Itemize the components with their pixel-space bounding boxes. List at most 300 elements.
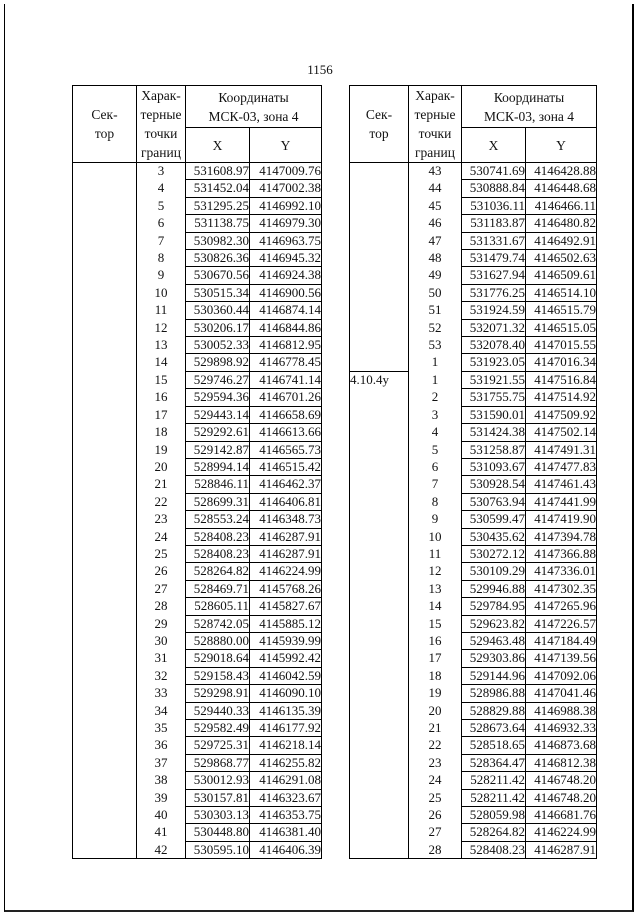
y-coordinate-cell: 4146812.95 [250,337,322,354]
y-coordinate-cell: 4146135.39 [250,702,322,719]
point-cell: 3 [409,406,462,423]
x-coordinate-cell: 529623.82 [462,615,526,632]
point-cell: 39 [137,789,186,806]
point-cell: 20 [137,458,186,475]
sector-cell [350,754,409,771]
y-coordinate-cell: 4147514.92 [526,389,597,406]
x-coordinate-cell: 528211.42 [462,789,526,806]
table-row [73,528,322,545]
sector-cell [350,667,409,684]
y-coordinate-cell: 4146287.91 [250,528,322,545]
x-coordinate-cell: 530157.81 [186,789,250,806]
x-coordinate-cell: 531036.11 [462,197,526,214]
y-coordinate-cell: 4146502.63 [526,250,597,267]
table-row [350,476,597,493]
sector-cell [350,598,409,615]
y-coordinate-cell: 4146613.66 [250,424,322,441]
table-row [73,389,322,406]
sector-cell [350,250,409,267]
y-coordinate-cell: 4147366.88 [526,545,597,562]
y-coordinate-cell: 4147139.56 [526,650,597,667]
y-coordinate-cell: 4147477.83 [526,458,597,475]
x-coordinate-cell: 530012.93 [186,772,250,789]
x-coordinate-cell: 529142.87 [186,441,250,458]
x-coordinate-cell: 528605.11 [186,598,250,615]
point-cell: 46 [409,215,462,232]
header-points: Харак- терные точки границ [137,86,186,163]
point-cell: 20 [409,702,462,719]
sector-cell [73,789,137,806]
sector-cell [73,702,137,719]
point-cell: 29 [137,615,186,632]
sector-cell [73,215,137,232]
sector-cell [350,389,409,406]
sector-cell [73,650,137,667]
x-coordinate-cell: 530515.34 [186,284,250,301]
table-row [350,545,597,562]
y-coordinate-cell: 4146812.38 [526,754,597,771]
table-row [350,598,597,615]
sector-cell [350,737,409,754]
y-coordinate-cell: 4147516.84 [526,371,597,388]
point-cell: 28 [137,598,186,615]
y-coordinate-cell: 4146348.73 [250,511,322,528]
table-row [350,580,597,597]
point-cell: 44 [409,180,462,197]
table-row [350,180,597,197]
table-row [350,720,597,737]
point-cell: 12 [137,319,186,336]
table-row [73,424,322,441]
x-coordinate-cell: 529898.92 [186,354,250,371]
table-row [350,702,597,719]
sector-cell [350,319,409,336]
x-coordinate-cell: 528829.88 [462,702,526,719]
y-coordinate-cell: 4147092.06 [526,667,597,684]
y-coordinate-cell: 4146515.79 [526,302,597,319]
header-y: Y [250,128,322,163]
y-coordinate-cell: 4146406.81 [250,493,322,510]
sector-cell [73,807,137,824]
point-cell: 14 [409,598,462,615]
point-cell: 15 [137,371,186,388]
y-coordinate-cell: 4146515.05 [526,319,597,336]
table-row [350,615,597,632]
point-cell: 21 [409,720,462,737]
sector-cell [73,180,137,197]
x-coordinate-cell: 531331.67 [462,232,526,249]
point-cell: 32 [137,667,186,684]
x-coordinate-cell: 529440.33 [186,702,250,719]
sector-cell [73,163,137,180]
point-cell: 6 [137,215,186,232]
x-coordinate-cell: 528364.47 [462,754,526,771]
table-row [350,493,597,510]
x-coordinate-cell: 529784.95 [462,598,526,615]
x-coordinate-cell: 529303.86 [462,650,526,667]
point-cell: 31 [137,650,186,667]
sector-cell [350,354,409,371]
y-coordinate-cell: 4146323.67 [250,789,322,806]
sector-cell [350,615,409,632]
table-row [350,754,597,771]
sector-cell [73,754,137,771]
y-coordinate-cell: 4147009.76 [250,163,322,180]
sector-cell [73,284,137,301]
point-cell: 19 [137,441,186,458]
sector-cell [350,197,409,214]
x-coordinate-cell: 531424.38 [462,424,526,441]
y-coordinate-cell: 4147419.90 [526,511,597,528]
sector-cell [350,511,409,528]
header-y: Y [526,128,597,163]
table-row [73,632,322,649]
point-cell: 5 [137,197,186,214]
table-row [350,389,597,406]
point-cell: 9 [137,267,186,284]
y-coordinate-cell: 4146353.75 [250,807,322,824]
point-cell: 25 [409,789,462,806]
x-coordinate-cell: 531924.59 [462,302,526,319]
sector-cell [350,180,409,197]
point-cell: 52 [409,319,462,336]
y-coordinate-cell: 4147015.55 [526,337,597,354]
point-cell: 40 [137,807,186,824]
table-row [73,215,322,232]
y-coordinate-cell: 4146778.45 [250,354,322,371]
sector-cell [350,232,409,249]
x-coordinate-cell: 530448.80 [186,824,250,841]
y-coordinate-cell: 4147502.14 [526,424,597,441]
point-cell: 12 [409,563,462,580]
y-coordinate-cell: 4146748.20 [526,789,597,806]
point-cell: 23 [409,754,462,771]
y-coordinate-cell: 4146514.10 [526,284,597,301]
x-coordinate-cell: 530360.44 [186,302,250,319]
point-cell: 2 [409,389,462,406]
point-cell: 16 [409,632,462,649]
table-row [73,180,322,197]
sector-cell [73,824,137,841]
y-coordinate-cell: 4146701.26 [250,389,322,406]
sector-cell [350,545,409,562]
sector-cell [73,337,137,354]
y-coordinate-cell: 4146963.75 [250,232,322,249]
x-coordinate-cell: 531295.25 [186,197,250,214]
table-row [73,441,322,458]
x-coordinate-cell: 529746.27 [186,371,250,388]
y-coordinate-cell: 4146681.76 [526,807,597,824]
point-cell: 25 [137,545,186,562]
sector-cell [73,458,137,475]
sector-cell [350,632,409,649]
point-cell: 9 [409,511,462,528]
table-row [73,371,322,388]
sector-cell [73,615,137,632]
y-coordinate-cell: 4147491.31 [526,441,597,458]
sector-cell [350,789,409,806]
point-cell: 7 [409,476,462,493]
table-row [73,511,322,528]
x-coordinate-cell: 528264.82 [462,824,526,841]
sector-cell [73,563,137,580]
table-row [350,458,597,475]
table-row [350,424,597,441]
point-cell: 11 [137,302,186,319]
point-cell: 27 [137,580,186,597]
sector-cell [73,667,137,684]
x-coordinate-cell: 528994.14 [186,458,250,475]
x-coordinate-cell: 528469.71 [186,580,250,597]
sector-cell [350,563,409,580]
x-coordinate-cell: 532071.32 [462,319,526,336]
sector-cell [73,545,137,562]
point-cell: 30 [137,632,186,649]
x-coordinate-cell: 529725.31 [186,737,250,754]
y-coordinate-cell: 4146992.10 [250,197,322,214]
table-row [73,197,322,214]
point-cell: 17 [137,406,186,423]
y-coordinate-cell: 4146218.14 [250,737,322,754]
point-cell: 33 [137,685,186,702]
y-coordinate-cell: 4146988.38 [526,702,597,719]
point-cell: 37 [137,754,186,771]
sector-cell [350,406,409,423]
header-x: X [462,128,526,163]
point-cell: 36 [137,737,186,754]
table-row [350,302,597,319]
point-cell: 10 [137,284,186,301]
x-coordinate-cell: 531093.67 [462,458,526,475]
sector-cell [73,197,137,214]
point-cell: 16 [137,389,186,406]
y-coordinate-cell: 4147394.78 [526,528,597,545]
table-row [350,319,597,336]
table-row [350,284,597,301]
x-coordinate-cell: 529868.77 [186,754,250,771]
sector-cell [73,528,137,545]
point-cell: 4 [409,424,462,441]
sector-cell [350,267,409,284]
point-cell: 35 [137,720,186,737]
y-coordinate-cell: 4147041.46 [526,685,597,702]
x-coordinate-cell: 528408.23 [462,841,526,858]
coordinates-table-right [349,85,597,859]
table-row [350,563,597,580]
table-row [73,319,322,336]
x-coordinate-cell: 530928.54 [462,476,526,493]
point-cell: 24 [137,528,186,545]
sector-cell [350,807,409,824]
point-cell: 13 [137,337,186,354]
table-row [73,650,322,667]
point-cell: 1 [409,354,462,371]
sector-cell [73,441,137,458]
table-row [350,163,597,180]
point-cell: 7 [137,232,186,249]
sector-cell [350,476,409,493]
y-coordinate-cell: 4146224.99 [526,824,597,841]
y-coordinate-cell: 4146492.91 [526,232,597,249]
table-row [350,667,597,684]
sector-cell [73,720,137,737]
point-cell: 11 [409,545,462,562]
y-coordinate-cell: 4146466.11 [526,197,597,214]
y-coordinate-cell: 4146748.20 [526,772,597,789]
header-sector: Сек- тор [73,86,137,163]
point-cell: 53 [409,337,462,354]
x-coordinate-cell: 528699.31 [186,493,250,510]
sector-cell [350,284,409,301]
table-row [73,163,322,180]
x-coordinate-cell: 528211.42 [462,772,526,789]
point-cell: 6 [409,458,462,475]
point-cell: 21 [137,476,186,493]
point-cell: 18 [137,424,186,441]
table-row [73,702,322,719]
table-row [350,841,597,858]
x-coordinate-cell: 530670.56 [186,267,250,284]
point-cell: 42 [137,841,186,858]
table-row [350,337,597,354]
x-coordinate-cell: 531921.55 [462,371,526,388]
table-row [73,545,322,562]
x-coordinate-cell: 530272.12 [462,545,526,562]
x-coordinate-cell: 528553.24 [186,511,250,528]
point-cell: 48 [409,250,462,267]
x-coordinate-cell: 530982.30 [186,232,250,249]
sector-cell [73,250,137,267]
header-x: X [186,128,250,163]
x-coordinate-cell: 530206.17 [186,319,250,336]
x-coordinate-cell: 531183.87 [462,215,526,232]
x-coordinate-cell: 531590.01 [462,406,526,423]
sector-cell [73,354,137,371]
y-coordinate-cell: 4147336.01 [526,563,597,580]
x-coordinate-cell: 528986.88 [462,685,526,702]
table-row [350,650,597,667]
point-cell: 34 [137,702,186,719]
x-coordinate-cell: 532078.40 [462,337,526,354]
sector-cell [350,337,409,354]
sector-cell [73,406,137,423]
x-coordinate-cell: 530052.33 [186,337,250,354]
x-coordinate-cell: 531627.94 [462,267,526,284]
y-coordinate-cell: 4146900.56 [250,284,322,301]
table-row [73,824,322,841]
y-coordinate-cell: 4146658.69 [250,406,322,423]
sector-cell [350,215,409,232]
y-coordinate-cell: 4147002.38 [250,180,322,197]
sector-cell [73,232,137,249]
sector-cell [73,841,137,858]
x-coordinate-cell: 530435.62 [462,528,526,545]
sector-cell [350,702,409,719]
y-coordinate-cell: 4147441.99 [526,493,597,510]
sector-cell [73,685,137,702]
x-coordinate-cell: 529463.48 [462,632,526,649]
y-coordinate-cell: 4147184.49 [526,632,597,649]
table-row [350,250,597,267]
point-cell: 8 [137,250,186,267]
table-row [350,441,597,458]
y-coordinate-cell: 4147226.57 [526,615,597,632]
sector-cell [73,319,137,336]
table-row [73,337,322,354]
y-coordinate-cell: 4145939.99 [250,632,322,649]
y-coordinate-cell: 4146287.91 [250,545,322,562]
sector-cell [350,580,409,597]
table-row [73,667,322,684]
point-cell: 26 [137,563,186,580]
sector-cell [73,476,137,493]
x-coordinate-cell: 531479.74 [462,250,526,267]
y-coordinate-cell: 4147509.92 [526,406,597,423]
table-row [73,580,322,597]
point-cell: 17 [409,650,462,667]
point-cell: 22 [137,493,186,510]
page-number: 1156 [307,62,333,77]
sector-cell [73,371,137,388]
x-coordinate-cell: 530599.47 [462,511,526,528]
table-row [73,232,322,249]
sector-cell [73,267,137,284]
table-row [350,685,597,702]
sector-cell [350,841,409,858]
y-coordinate-cell: 4146462.37 [250,476,322,493]
table-row [73,563,322,580]
x-coordinate-cell: 528408.23 [186,528,250,545]
table-row [73,476,322,493]
x-coordinate-cell: 530888.84 [462,180,526,197]
table-row [350,528,597,545]
y-coordinate-cell: 4146287.91 [526,841,597,858]
point-cell: 22 [409,737,462,754]
sector-cell: 4.10.4у [350,371,409,388]
x-coordinate-cell: 529582.49 [186,720,250,737]
table-row [73,685,322,702]
point-cell: 4 [137,180,186,197]
table-row [73,772,322,789]
sector-cell [350,458,409,475]
x-coordinate-cell: 531776.25 [462,284,526,301]
point-cell: 8 [409,493,462,510]
y-coordinate-cell: 4145885.12 [250,615,322,632]
sector-cell [350,493,409,510]
sector-cell [350,720,409,737]
y-coordinate-cell: 4146291.08 [250,772,322,789]
table-row [73,598,322,615]
table-row [73,754,322,771]
point-cell: 41 [137,824,186,841]
y-coordinate-cell: 4146873.68 [526,737,597,754]
y-coordinate-cell: 4147016.34 [526,354,597,371]
table-row [350,354,597,371]
table-row [73,354,322,371]
y-coordinate-cell: 4145768.26 [250,580,322,597]
x-coordinate-cell: 531258.87 [462,441,526,458]
y-coordinate-cell: 4146381.40 [250,824,322,841]
table-row [350,824,597,841]
x-coordinate-cell: 528518.65 [462,737,526,754]
header-coords: Координаты МСК-03, зона 4 [186,86,322,128]
table-row [350,511,597,528]
x-coordinate-cell: 530303.13 [186,807,250,824]
table-row [73,302,322,319]
y-coordinate-cell: 4146509.61 [526,267,597,284]
table-row [350,807,597,824]
x-coordinate-cell: 531923.05 [462,354,526,371]
